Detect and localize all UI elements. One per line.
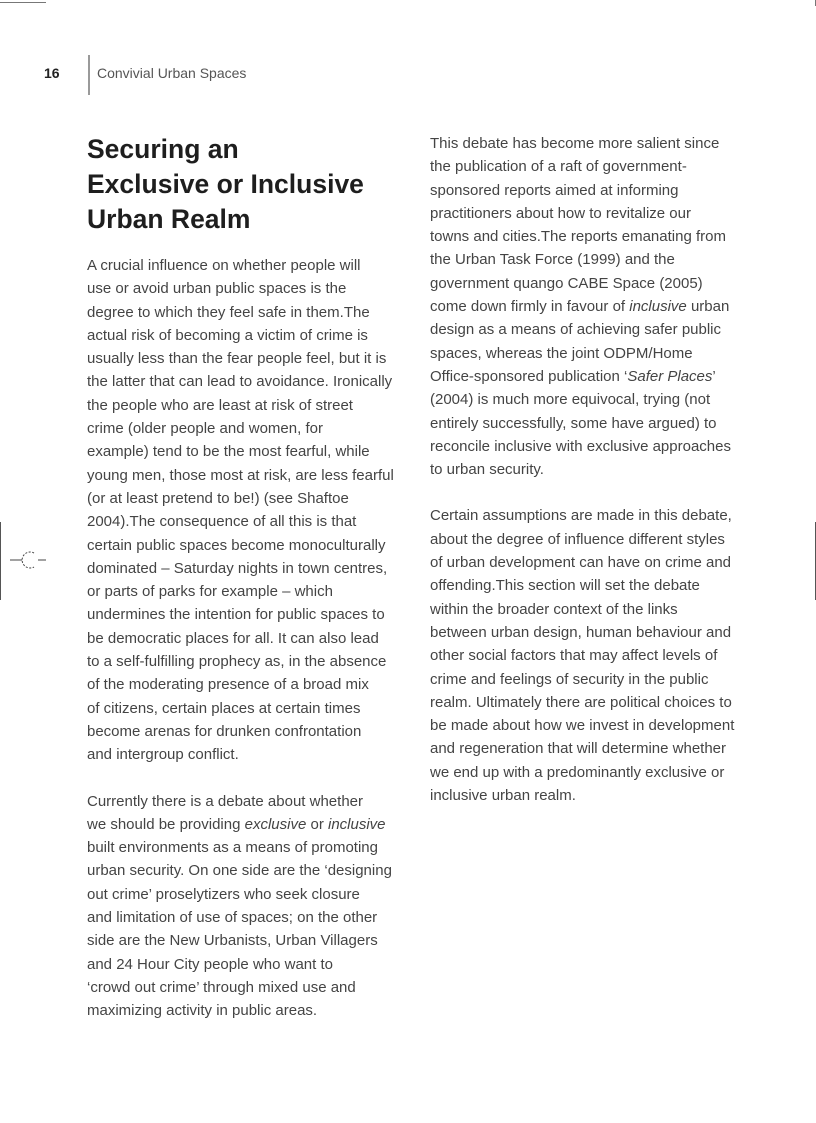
paragraph-safety-fear: A crucial influence on whether people will use or avoid urban public spaces is the degree to which they feel safe in them.The actual risk of becoming a victim of crime is usually less than the fear people feel, but it is the latter that can lead to avoidance. Ironically the people who are least at risk of street crime (older people and women, for example) tend to be the most fearful, while young men, those most at risk, are less fearful (or at least pretend to be!) (see Shaftoe 2004).The consequence of all this is that certain public spaces become monoculturally dominated – Saturday nights in town centres, or parts of parks for example – which undermines the intention for public spaces to be democratic places for all. It can also lead to a self-fulfilling prophecy as, in the absence of the moderating presence of a broad mix of citizens, certain places at certain times become arenas for drunken confrontation and intergroup conflict. — [87, 257, 394, 764]
header-divider — [88, 55, 90, 95]
paragraph-assumptions: Certain assumptions are made in this debate, about the degree of influence different styles of urban development can have on crime and offending.This section will set the debate within the broader context of the links between urban design, human behaviour and other social factors that may affect levels of crime and feelings of security in the public realm. Ultimately there are political choices to be made about how we invest in development and regeneration that will determine whether we end up with a predominantly exclusive or inclusive urban realm. — [430, 507, 735, 805]
paragraph-exclusive-inclusive-debate: Currently there is a debate about whether we should be providing exclusive or inclusive built environments as a means of promoting urban security. On one side are the ‘designing out crime’ proselytizers who seek closure and limitation of use of spaces; on the other side are the New Urbanists, Urban Villagers and 24 Hour City people who want to ‘crowd out crime’ through mixed use and maximizing activity in public areas. — [87, 792, 392, 1020]
registration-mark-icon — [8, 548, 48, 572]
paragraph-government-reports: This debate has become more salient since the publication of a raft of government- sponsored reports aimed at informing practitioners about how to revitalize our towns and cities.The reports emanating from the Urban Task Force (1999) and the government quango CABE Space (2005) come down firmly in favour of inclusive urban design as a means of achieving safer public spaces, whereas the joint ODPM/Home Office-sponsored publication ‘Safer Places’ (2004) is much more equivocal, trying (not entirely successfully, some have argued) to reconcile inclusive with exclusive approaches to urban security. — [430, 135, 731, 479]
emphasis-safer-places: Safer Places — [627, 367, 713, 385]
emphasis-inclusive: inclusive — [328, 815, 386, 833]
emphasis-exclusive: exclusive — [244, 815, 307, 833]
emphasis-inclusive: inclusive — [629, 298, 687, 316]
left-column — [87, 132, 392, 1046]
section-heading: Securing an Exclusive or Inclusive Urban Realm — [87, 134, 364, 234]
right-column — [430, 132, 735, 830]
page-number: 16 — [44, 65, 60, 81]
crop-mark-top-left — [0, 2, 46, 3]
crop-mark-left — [0, 522, 1, 600]
running-title: Convivial Urban Spaces — [97, 65, 247, 81]
